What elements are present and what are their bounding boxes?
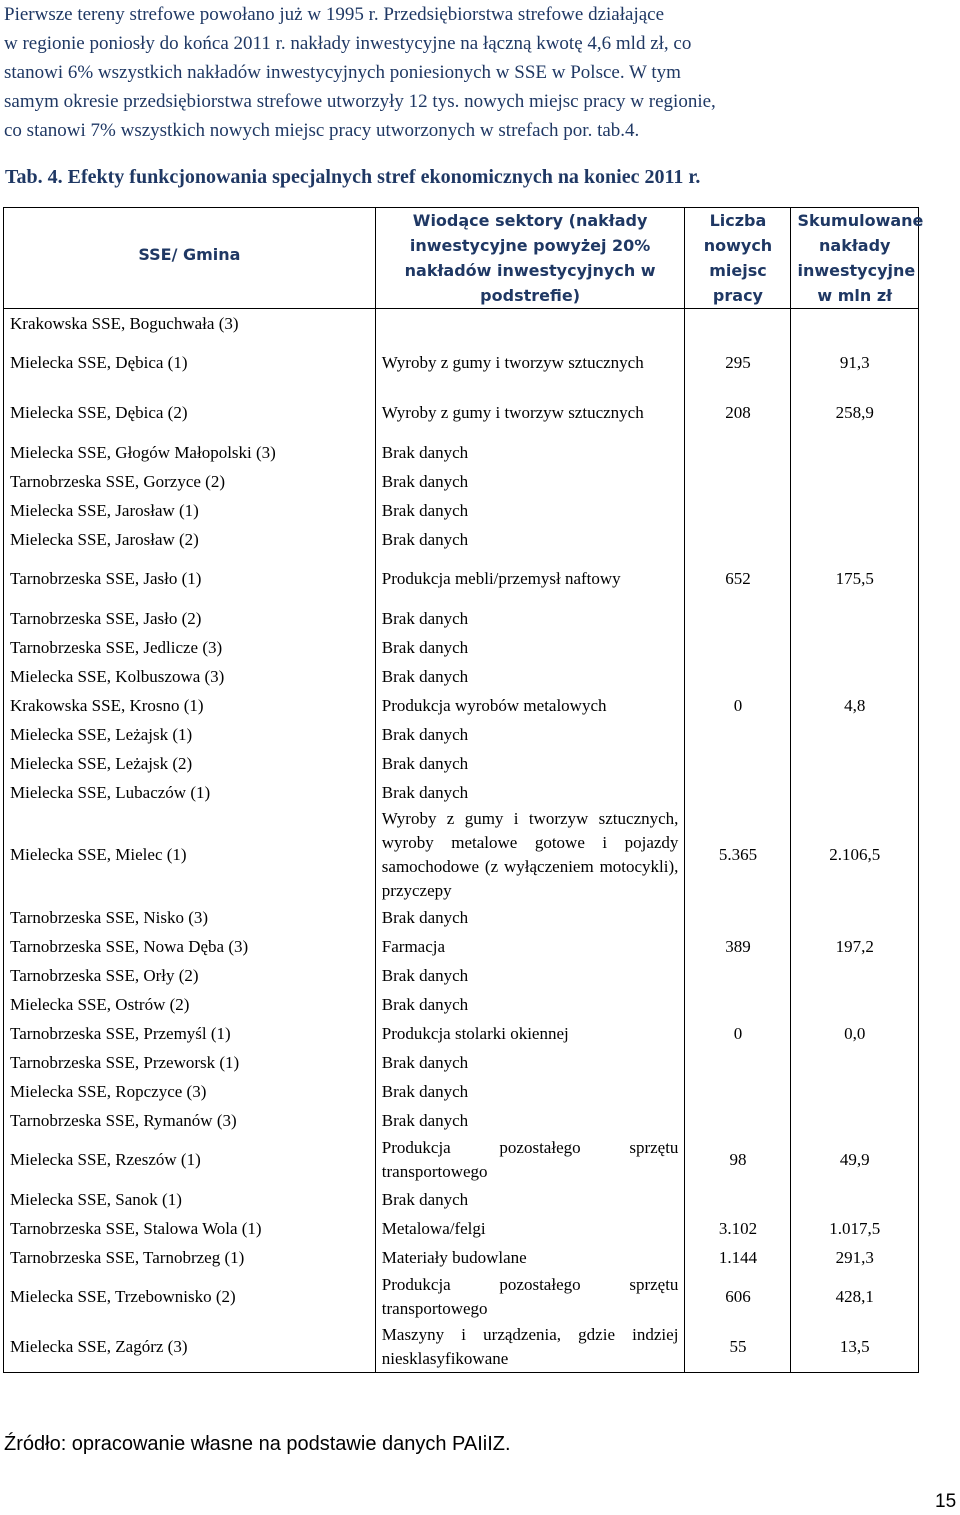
cell-sector: Brak danych — [375, 525, 685, 554]
cell-gmina: Krakowska SSE, Boguchwała (3) — [4, 309, 376, 339]
table-row — [4, 338, 919, 388]
cell-capex: 291,3 — [791, 1243, 919, 1272]
cell-capex — [791, 1077, 919, 1106]
intro-line: w regionie poniosły do końca 2011 r. nakłady inwestycyjne na łączną kwotę 4,6 mld zł, co — [4, 33, 692, 54]
cell-jobs — [685, 309, 791, 339]
cell-sector: Brak danych — [375, 961, 685, 990]
cell-jobs: 652 — [685, 554, 791, 604]
header-jobs: Liczba nowych miejsc pracy — [685, 208, 791, 309]
cell-capex — [791, 662, 919, 691]
cell-capex — [791, 438, 919, 467]
cell-gmina: Tarnobrzeska SSE, Tarnobrzeg (1) — [4, 1243, 376, 1272]
cell-capex: 175,5 — [791, 554, 919, 604]
cell-capex — [791, 604, 919, 633]
table-row — [4, 1322, 919, 1373]
intro-line: stanowi 6% wszystkich nakładów inwestycyjnych poniesionych w SSE w Polsce. W tym — [4, 62, 681, 83]
cell-jobs — [685, 1048, 791, 1077]
cell-gmina: Mielecka SSE, Głogów Małopolski (3) — [4, 438, 376, 467]
cell-gmina: Mielecka SSE, Lubaczów (1) — [4, 778, 376, 807]
table-row — [4, 691, 919, 720]
cell-capex — [791, 467, 919, 496]
table-row — [4, 990, 919, 1019]
table-row — [4, 496, 919, 525]
cell-capex — [791, 1048, 919, 1077]
table-row — [4, 662, 919, 691]
table-row — [4, 1185, 919, 1214]
cell-gmina: Tarnobrzeska SSE, Rymanów (3) — [4, 1106, 376, 1135]
cell-capex — [791, 903, 919, 932]
table-caption: Tab. 4. Efekty funkcjonowania specjalnych stref ekonomicznych na koniec 2011 r. — [5, 166, 701, 188]
page-number: 15 — [935, 1491, 957, 1512]
table-row — [4, 1077, 919, 1106]
cell-sector: Produkcja stolarki okiennej — [375, 1019, 685, 1048]
cell-sector: Wyroby z gumy i tworzyw sztucznych, wyroby metalowe gotowe i pojazdy samochodowe (z wyłączeniem motocykli), przyczepy — [375, 807, 685, 903]
table-row — [4, 1019, 919, 1048]
table-row — [4, 932, 919, 961]
cell-gmina: Tarnobrzeska SSE, Nisko (3) — [4, 903, 376, 932]
cell-sector: Brak danych — [375, 1106, 685, 1135]
cell-sector: Maszyny i urządzenia, gdzie indziej niesklasyfikowane — [375, 1322, 685, 1373]
cell-capex: 2.106,5 — [791, 807, 919, 903]
cell-capex: 0,0 — [791, 1019, 919, 1048]
cell-capex — [791, 309, 919, 339]
cell-capex — [791, 778, 919, 807]
table-row — [4, 633, 919, 662]
cell-capex — [791, 990, 919, 1019]
cell-jobs: 295 — [685, 338, 791, 388]
cell-capex — [791, 633, 919, 662]
cell-gmina: Tarnobrzeska SSE, Jasło (2) — [4, 604, 376, 633]
table-row — [4, 1048, 919, 1077]
cell-jobs — [685, 720, 791, 749]
cell-gmina: Tarnobrzeska SSE, Gorzyce (2) — [4, 467, 376, 496]
cell-capex: 197,2 — [791, 932, 919, 961]
cell-capex — [791, 1106, 919, 1135]
cell-sector: Brak danych — [375, 720, 685, 749]
cell-gmina: Mielecka SSE, Kolbuszowa (3) — [4, 662, 376, 691]
cell-jobs: 98 — [685, 1135, 791, 1185]
table-row — [4, 807, 919, 903]
cell-sector: Produkcja pozostałego sprzętu transportowego — [375, 1272, 685, 1322]
cell-sector: Brak danych — [375, 467, 685, 496]
intro-line: co stanowi 7% wszystkich nowych miejsc pracy utworzonych w strefach por. tab.4. — [4, 120, 640, 141]
cell-gmina: Tarnobrzeska SSE, Stalowa Wola (1) — [4, 1214, 376, 1243]
cell-jobs: 606 — [685, 1272, 791, 1322]
cell-capex: 1.017,5 — [791, 1214, 919, 1243]
table-row — [4, 309, 919, 339]
cell-jobs — [685, 990, 791, 1019]
cell-jobs: 55 — [685, 1322, 791, 1373]
cell-gmina: Mielecka SSE, Jarosław (2) — [4, 525, 376, 554]
cell-sector: Brak danych — [375, 438, 685, 467]
cell-jobs — [685, 496, 791, 525]
cell-gmina: Mielecka SSE, Ostrów (2) — [4, 990, 376, 1019]
cell-jobs: 0 — [685, 691, 791, 720]
cell-gmina: Tarnobrzeska SSE, Nowa Dęba (3) — [4, 932, 376, 961]
table-row — [4, 1272, 919, 1322]
table-row — [4, 1135, 919, 1185]
cell-gmina: Mielecka SSE, Ropczyce (3) — [4, 1077, 376, 1106]
cell-jobs: 5.365 — [685, 807, 791, 903]
cell-sector: Brak danych — [375, 778, 685, 807]
cell-sector: Metalowa/felgi — [375, 1214, 685, 1243]
cell-sector: Farmacja — [375, 932, 685, 961]
cell-capex — [791, 961, 919, 990]
intro-paragraph — [4, 0, 959, 145]
cell-sector: Produkcja mebli/przemysł naftowy — [375, 554, 685, 604]
cell-jobs — [685, 525, 791, 554]
table-row — [4, 749, 919, 778]
cell-gmina: Mielecka SSE, Jarosław (1) — [4, 496, 376, 525]
cell-capex — [791, 1185, 919, 1214]
cell-jobs — [685, 633, 791, 662]
cell-capex: 428,1 — [791, 1272, 919, 1322]
table-row — [4, 1214, 919, 1243]
table-row — [4, 903, 919, 932]
cell-sector: Wyroby z gumy i tworzyw sztucznych — [375, 338, 685, 388]
cell-capex: 258,9 — [791, 388, 919, 438]
cell-gmina: Mielecka SSE, Sanok (1) — [4, 1185, 376, 1214]
source-note: Źródło: opracowanie własne na podstawie danych PAIiIZ. — [4, 1433, 511, 1455]
cell-gmina: Mielecka SSE, Mielec (1) — [4, 807, 376, 903]
table-row — [4, 1243, 919, 1272]
cell-sector: Brak danych — [375, 633, 685, 662]
cell-capex — [791, 720, 919, 749]
table-row — [4, 961, 919, 990]
table-row — [4, 720, 919, 749]
cell-jobs — [685, 1077, 791, 1106]
cell-jobs — [685, 467, 791, 496]
cell-jobs — [685, 662, 791, 691]
table-body — [4, 309, 919, 1373]
cell-gmina: Mielecka SSE, Leżajsk (1) — [4, 720, 376, 749]
table-row — [4, 438, 919, 467]
cell-sector: Brak danych — [375, 604, 685, 633]
table-row — [4, 554, 919, 604]
cell-gmina: Mielecka SSE, Dębica (1) — [4, 338, 376, 388]
cell-capex: 4,8 — [791, 691, 919, 720]
sse-effects-table — [3, 207, 924, 1373]
cell-sector: Brak danych — [375, 903, 685, 932]
intro-line: Pierwsze tereny strefowe powołano już w 1995 r. Przedsiębiorstwa strefowe działające — [4, 4, 665, 25]
cell-jobs — [685, 438, 791, 467]
cell-sector: Brak danych — [375, 496, 685, 525]
cell-sector: Produkcja pozostałego sprzętu transportowego — [375, 1135, 685, 1185]
header-gmina: SSE/ Gmina — [4, 208, 376, 309]
cell-sector: Brak danych — [375, 749, 685, 778]
cell-sector: Brak danych — [375, 990, 685, 1019]
cell-gmina: Tarnobrzeska SSE, Jedlicze (3) — [4, 633, 376, 662]
cell-capex: 13,5 — [791, 1322, 919, 1373]
table-row — [4, 388, 919, 438]
table-row — [4, 467, 919, 496]
table-row — [4, 778, 919, 807]
cell-gmina: Mielecka SSE, Leżajsk (2) — [4, 749, 376, 778]
cell-sector: Brak danych — [375, 1077, 685, 1106]
cell-sector: Materiały budowlane — [375, 1243, 685, 1272]
cell-sector: Brak danych — [375, 662, 685, 691]
cell-gmina: Tarnobrzeska SSE, Jasło (1) — [4, 554, 376, 604]
table-row — [4, 604, 919, 633]
cell-sector — [375, 309, 685, 339]
cell-capex — [791, 525, 919, 554]
cell-gmina: Mielecka SSE, Trzebownisko (2) — [4, 1272, 376, 1322]
cell-gmina: Tarnobrzeska SSE, Przemyśl (1) — [4, 1019, 376, 1048]
cell-capex — [791, 749, 919, 778]
cell-jobs — [685, 1185, 791, 1214]
cell-jobs: 0 — [685, 1019, 791, 1048]
cell-gmina: Tarnobrzeska SSE, Orły (2) — [4, 961, 376, 990]
cell-gmina: Mielecka SSE, Rzeszów (1) — [4, 1135, 376, 1185]
cell-sector: Brak danych — [375, 1185, 685, 1214]
cell-sector: Brak danych — [375, 1048, 685, 1077]
header-sector: Wiodące sektory (nakłady inwestycyjne powyżej 20% nakładów inwestycyjnych w podstrefie) — [375, 208, 685, 309]
cell-sector: Produkcja wyrobów metalowych — [375, 691, 685, 720]
table-row — [4, 1106, 919, 1135]
cell-capex — [791, 496, 919, 525]
cell-jobs: 389 — [685, 932, 791, 961]
cell-jobs — [685, 1106, 791, 1135]
cell-capex: 49,9 — [791, 1135, 919, 1185]
cell-gmina: Mielecka SSE, Dębica (2) — [4, 388, 376, 438]
cell-jobs — [685, 749, 791, 778]
cell-gmina: Mielecka SSE, Zagórz (3) — [4, 1322, 376, 1373]
cell-jobs — [685, 903, 791, 932]
intro-line: samym okresie przedsiębiorstwa strefowe utworzyły 12 tys. nowych miejsc pracy w regionie, — [4, 91, 716, 112]
cell-jobs: 3.102 — [685, 1214, 791, 1243]
cell-sector: Wyroby z gumy i tworzyw sztucznych — [375, 388, 685, 438]
cell-jobs — [685, 778, 791, 807]
header-capex: Skumulowane nakłady inwestycyjne w mln zł — [791, 208, 919, 309]
cell-jobs: 208 — [685, 388, 791, 438]
table-row — [4, 525, 919, 554]
cell-jobs — [685, 604, 791, 633]
cell-jobs: 1.144 — [685, 1243, 791, 1272]
cell-gmina: Tarnobrzeska SSE, Przeworsk (1) — [4, 1048, 376, 1077]
cell-gmina: Krakowska SSE, Krosno (1) — [4, 691, 376, 720]
cell-capex: 91,3 — [791, 338, 919, 388]
cell-jobs — [685, 961, 791, 990]
